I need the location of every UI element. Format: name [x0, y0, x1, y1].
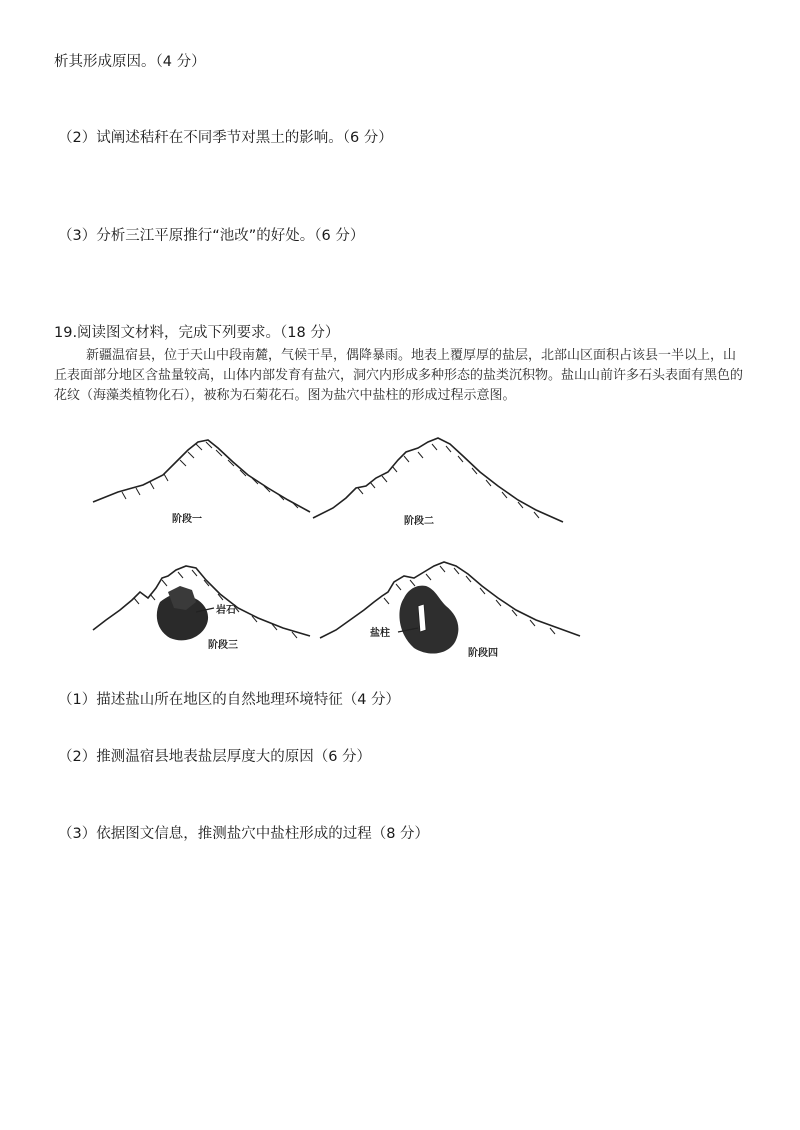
q18-subquestion-2: （2）试阐述秸秆在不同季节对黑土的影响。（6 分）	[58, 130, 393, 146]
stage4-label: 阶段四	[468, 648, 498, 659]
q19-subquestion-3: （3）依据图文信息，推测盐穴中盐柱形成的过程（8 分）	[58, 826, 430, 842]
q19-subquestion-1: （1）描述盐山所在地区的自然地理环境特征（4 分）	[58, 692, 401, 708]
q19-subquestion-2: （2）推测温宿县地表盐层厚度大的原因（6 分）	[58, 749, 372, 765]
stage1-label: 阶段一	[172, 514, 202, 525]
salt-pillar-label: 盐柱	[370, 628, 390, 639]
stage2-label: 阶段二	[404, 516, 434, 527]
stage2-mountain	[313, 438, 563, 522]
stage3-label: 阶段三	[208, 640, 238, 651]
q19-material-paragraph	[54, 346, 748, 406]
q19-material-text: 新疆温宿县，位于天山中段南麓，气候干旱，偶降暴雨。地表上覆厚厚的盐层，北部山区面积占该县一半以上，山丘表面部分地区含盐量较高，山体内部发育有盐穴，洞穴内形成多种形态的盐类沉积物。盐山山前许多石头表面有黑色的花纹（海藻类植物化石），被称为石菊花石。图为盐穴中盐柱的形成过程示意图。	[54, 348, 744, 403]
q18-subquestion-3: （3）分析三江平原推行“池改”的好处。（6 分）	[58, 228, 365, 244]
stage1-mountain	[93, 440, 310, 512]
salt-pillar-formation-figure	[88, 430, 588, 670]
stage4-salt-cave	[399, 586, 458, 654]
previous-question-tail: 析其形成原因。（4 分）	[54, 54, 206, 70]
q19-heading: 19.阅读图文材料，完成下列要求。（18 分）	[54, 325, 340, 341]
rock-label: 岩石	[216, 605, 236, 616]
